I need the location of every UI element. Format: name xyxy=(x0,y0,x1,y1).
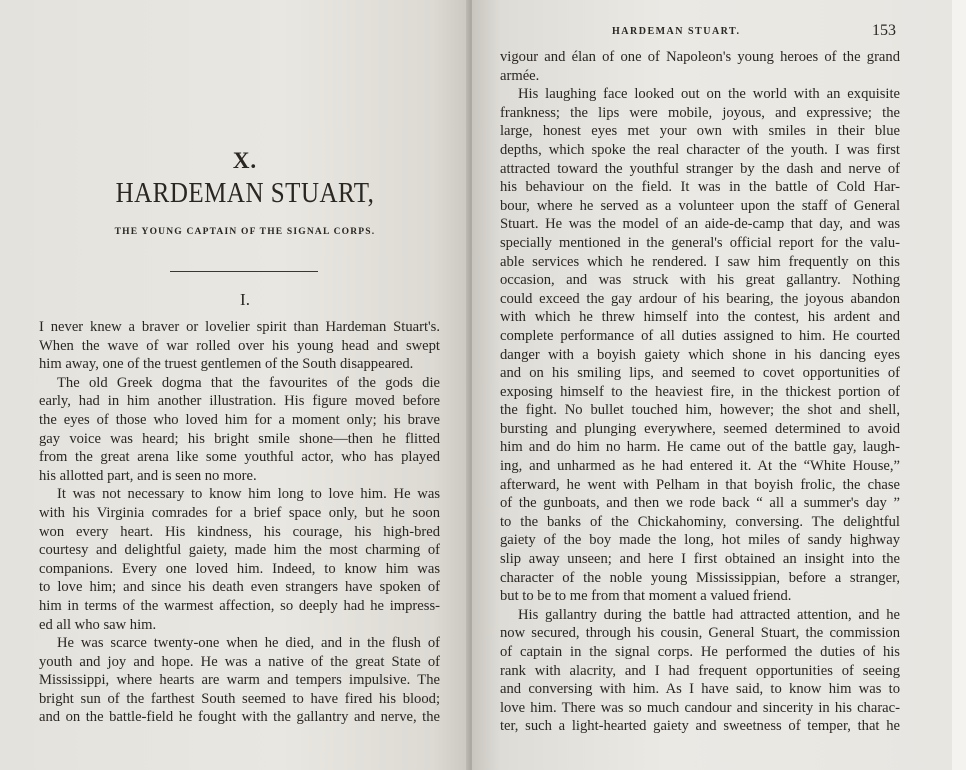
text-line: When the wave of war rolled over his young head and swept xyxy=(39,337,440,354)
text-line: of captain in the signal corps. He performed the duties of his xyxy=(500,644,900,660)
text-line: with which he threw himself into the contest, his ardent and xyxy=(500,309,900,326)
text-line: from the great arena like some youthful actor, who has played xyxy=(39,449,440,466)
text-line: gay voice was heard; his bright smile shone—then he flitted xyxy=(39,430,440,447)
text-line: and conversing with him. As I have said, to know him was to xyxy=(500,681,900,698)
text-line: ter, such a light-hearted gaiety and sweetness of temper, that he xyxy=(500,718,900,735)
text-line: youth and joy and hope. He was a native of the great State of xyxy=(39,653,440,670)
text-line: of the gunboats, and then we rode back “ all a summer's day ” xyxy=(500,495,900,512)
text-line: slip away unseen; and here I first obtained an insight into the xyxy=(500,551,900,568)
text-line: character of the noble young Mississippian, before a stranger, xyxy=(500,569,900,586)
text-line: to love him; and since his death even strangers have spoken of xyxy=(39,579,440,596)
text-line: He was scarce twenty-one when he died, and in the flush of xyxy=(57,635,440,652)
text-line: It was not necessary to know him long to love him. He was xyxy=(57,486,440,503)
text-line: companions. Every one loved him. Indeed, to know him was xyxy=(39,560,440,577)
text-line: complete performance of all duties assigned to him. He courted xyxy=(500,327,900,344)
text-line: won every heart. His kindness, his courage, his high-bred xyxy=(39,523,440,540)
text-line: him in terms of the warmest affection, so deeply had he impress- xyxy=(39,597,440,614)
page-number: 153 xyxy=(872,22,896,39)
text-line: danger with a boyish gaiety which shone in his dancing eyes xyxy=(500,346,900,363)
text-line: with his Virginia comrades for a brief space only, but he soon xyxy=(39,504,440,521)
text-line: his allotted part, and is seen no more. xyxy=(39,467,257,484)
text-line: the eyes of those who loved him for a moment only; his brave xyxy=(39,411,440,428)
text-line: but to be to me from that moment a valued friend. xyxy=(500,588,792,605)
text-line: armée. xyxy=(500,67,540,84)
text-line: and on his smiling lips, and seemed to covet opportunities of xyxy=(500,365,900,382)
text-line: exposing himself to the heaviest fire, in the thickest portion of xyxy=(500,383,900,400)
text-line: and on the battle-field he fought with the gallantry and nerve, the xyxy=(39,709,440,726)
text-line: bright sun of the farthest South seemed to have fired his blood; xyxy=(39,690,440,707)
right-body-text xyxy=(500,48,900,736)
text-line: afterward, he went with Pelham in that boyish frolic, the chase xyxy=(500,476,900,493)
running-head: HARDEMAN STUART. xyxy=(612,26,741,37)
text-line: bursting and plunging everywhere, seemed determined to avoid xyxy=(500,420,900,437)
page-edge xyxy=(952,0,966,770)
text-line: his behaviour on the field. It was in the battle of Cold Har- xyxy=(500,179,900,196)
text-line: gaiety of the boy made the long, hot miles of sandy highway xyxy=(500,532,900,549)
text-line: courtesy and delightful gaiety, made him the most charming of xyxy=(39,542,440,559)
text-line: ing, and unharmed as he had entered it. At the “White House,” xyxy=(500,458,900,475)
text-line: specially mentioned in the general's official report for the valu- xyxy=(500,234,900,251)
text-line: Mississippi, where hearts are warm and tempers impulsive. The xyxy=(39,672,440,689)
text-line: attracted toward the youthful stranger by the dash and nerve of xyxy=(500,160,900,177)
text-line: vigour and élan of one of Napoleon's young heroes of the grand xyxy=(500,49,900,65)
left-body-text xyxy=(39,318,440,727)
text-line: I never knew a braver or lovelier spirit than Hardeman Stuart's. xyxy=(39,319,440,335)
chapter-number: X. xyxy=(232,148,258,173)
text-line: now secured, through his cousin, General Stuart, the commission xyxy=(500,625,900,642)
text-line: bour, where he served as a volunteer upon the staff of General xyxy=(500,197,900,214)
text-line: ed all who saw him. xyxy=(39,616,157,633)
text-line: depths, which spoke the real character of the youth. I was first xyxy=(500,141,900,158)
left-page xyxy=(0,0,470,770)
text-line: Stuart. He was the model of an aide-de-camp that day, and was xyxy=(500,216,900,233)
text-line: large, honest eyes met your own with smiles in their blue xyxy=(500,123,900,140)
text-line: His gallantry during the battle had attracted attention, and he xyxy=(518,606,900,623)
section-divider xyxy=(170,271,318,272)
text-line: early, had in him another illustration. His figure moved before xyxy=(39,393,440,410)
text-line: rank with alacrity, and I had frequent opportunities of seeing xyxy=(500,662,900,679)
text-line: occasion, and was struck with his great gallantry. Nothing xyxy=(500,272,900,289)
text-line: frankness; the lips were mobile, joyous, and expressive; the xyxy=(500,104,900,121)
text-line: the fight. No bullet touched him, however; the shot and shell, xyxy=(500,402,900,419)
text-line: him away, one of the truest gentlemen of the South disappeared. xyxy=(39,356,414,373)
text-line: him and do him no harm. He came out of the battle gay, laugh- xyxy=(500,439,900,456)
chapter-title: HARDEMAN STUART, xyxy=(115,177,375,209)
text-line: love him. There was so much candour and sincerity in his charac- xyxy=(500,699,900,716)
section-number: I. xyxy=(240,290,250,309)
text-line: could exceed the gay ardour of his bearing, the joyous abandon xyxy=(500,290,900,307)
chapter-subtitle: THE YOUNG CAPTAIN OF THE SIGNAL CORPS. xyxy=(114,227,376,237)
text-line: able services which he rendered. I saw him frequently on this xyxy=(500,253,900,270)
text-line: The old Greek dogma that the favourites of the gods die xyxy=(57,374,440,391)
text-line: His laughing face looked out on the world with an exquisite xyxy=(518,86,900,103)
text-line: to the banks of the Chickahominy, conversing. The delightful xyxy=(500,513,900,530)
